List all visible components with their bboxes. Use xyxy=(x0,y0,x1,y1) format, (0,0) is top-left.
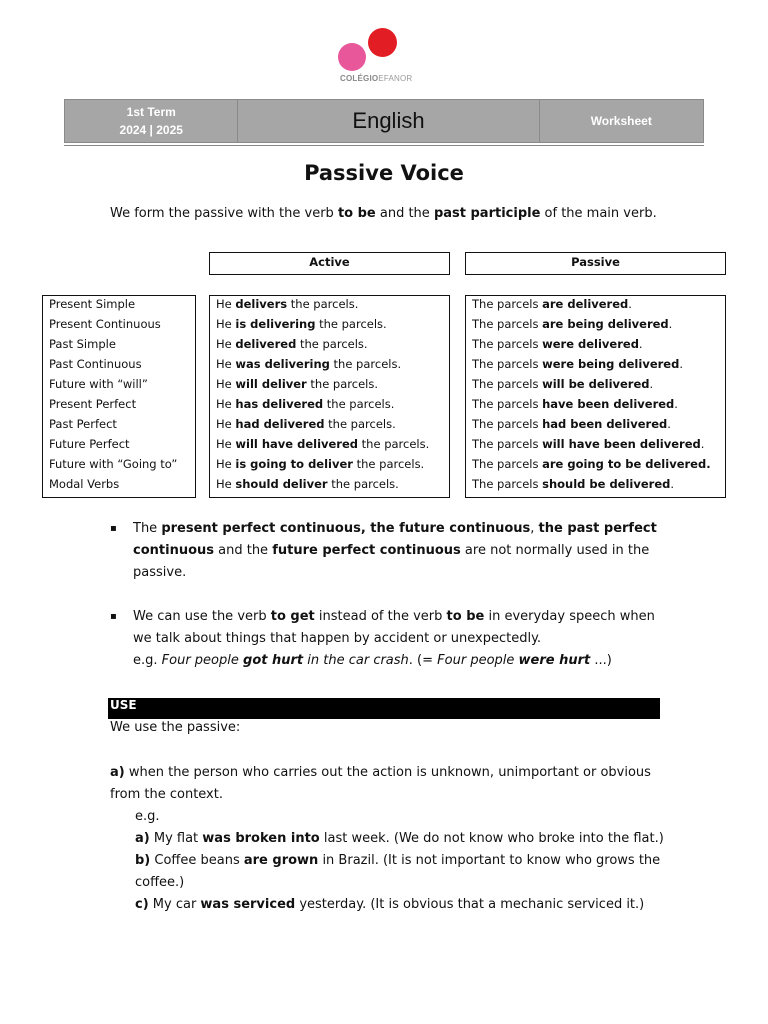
use-section-heading: USE xyxy=(108,698,660,719)
passive-examples xyxy=(465,295,726,498)
active-row: He will deliver the parcels. xyxy=(216,377,378,391)
passive-row: The parcels had been delivered. xyxy=(472,417,671,431)
logo-red-circle xyxy=(368,28,397,57)
active-row: He is going to deliver the parcels. xyxy=(216,457,425,471)
active-row: He should deliver the parcels. xyxy=(216,477,399,491)
bullet-marker: ▪ xyxy=(110,523,117,534)
subject-label: English xyxy=(352,108,425,133)
active-row: He was delivering the parcels. xyxy=(216,357,402,371)
doc-type-cell xyxy=(540,100,703,142)
doc-type-label: Worksheet xyxy=(590,114,652,128)
tense-row: Modal Verbs xyxy=(49,477,120,491)
passive-row: The parcels should be delivered. xyxy=(472,477,675,491)
header-underline xyxy=(64,145,704,146)
tense-row: Future with “will” xyxy=(49,377,148,391)
passive-row: The parcels are delivered. xyxy=(472,297,632,311)
note-bullet-1: ▪ The present perfect continuous, the future continuous, the past perfect continuous and the future perfect continuous are not normally used in the passive. xyxy=(110,518,658,584)
subject-cell xyxy=(238,100,539,142)
term-cell xyxy=(65,100,238,142)
passive-row: The parcels were delivered. xyxy=(472,337,643,351)
passive-row: The parcels were being delivered. xyxy=(472,357,683,371)
page-title: Passive Voice xyxy=(304,161,464,185)
use-eg-label: e.g. xyxy=(135,809,160,824)
passive-row: The parcels will have been delivered. xyxy=(472,437,705,451)
use-lead: We use the passive: xyxy=(110,720,241,735)
tense-row: Past Continuous xyxy=(49,357,142,371)
passive-row: The parcels have been delivered. xyxy=(472,397,678,411)
use-example: a) My flat was broken into last week. (We do not know who broke into the flat.) xyxy=(135,831,664,846)
passive-row: The parcels are going to be delivered. xyxy=(472,457,711,471)
active-column-header: Active xyxy=(209,252,450,275)
passive-row: The parcels are being delivered. xyxy=(472,317,673,331)
tense-row: Future Perfect xyxy=(49,437,130,451)
tense-row: Present Simple xyxy=(49,297,136,311)
tense-row: Future with “Going to” xyxy=(49,457,178,471)
worksheet-header xyxy=(64,99,704,143)
tense-row: Past Simple xyxy=(49,337,116,351)
logo-pink-circle xyxy=(338,43,366,71)
use-examples xyxy=(135,828,665,916)
active-row: He is delivering the parcels. xyxy=(216,317,387,331)
school-year: 2024 | 2025 xyxy=(119,123,183,137)
passive-row: The parcels will be delivered. xyxy=(472,377,654,391)
use-example: b) Coffee beans are grown in Brazil. (It is not important to know who grows the coffee.) xyxy=(135,853,661,890)
active-examples xyxy=(209,295,450,498)
active-row: He had delivered the parcels. xyxy=(216,417,396,431)
tense-row: Present Perfect xyxy=(49,397,137,411)
intro-sentence: We form the passive with the verb to be and the past participle of the main verb. xyxy=(110,206,657,221)
tense-row: Past Perfect xyxy=(49,417,117,431)
tense-row: Present Continuous xyxy=(49,317,161,331)
active-row: He delivered the parcels. xyxy=(216,337,368,351)
tense-list xyxy=(42,295,196,498)
note-bullet-2: ▪ We can use the verb to get instead of the verb to be in everyday speech when we talk about things that happen by accident or unexpectedly. e.g. Four people got hurt in the car crash. (= Four people were hurt ...) xyxy=(110,606,658,672)
school-logo-text: COLÉGIOEFANOR xyxy=(340,74,413,83)
active-row: He delivers the parcels. xyxy=(216,297,359,311)
passive-column-header: Passive xyxy=(465,252,726,275)
use-point-a: a) when the person who carries out the action is unknown, unimportant or obvious from the context. xyxy=(110,765,651,802)
active-row: He will have delivered the parcels. xyxy=(216,437,430,451)
active-row: He has delivered the parcels. xyxy=(216,397,395,411)
term-label: 1st Term xyxy=(126,105,176,119)
use-example: c) My car was serviced yesterday. (It is obvious that a mechanic serviced it.) xyxy=(135,897,645,912)
bullet-marker: ▪ xyxy=(110,611,117,622)
